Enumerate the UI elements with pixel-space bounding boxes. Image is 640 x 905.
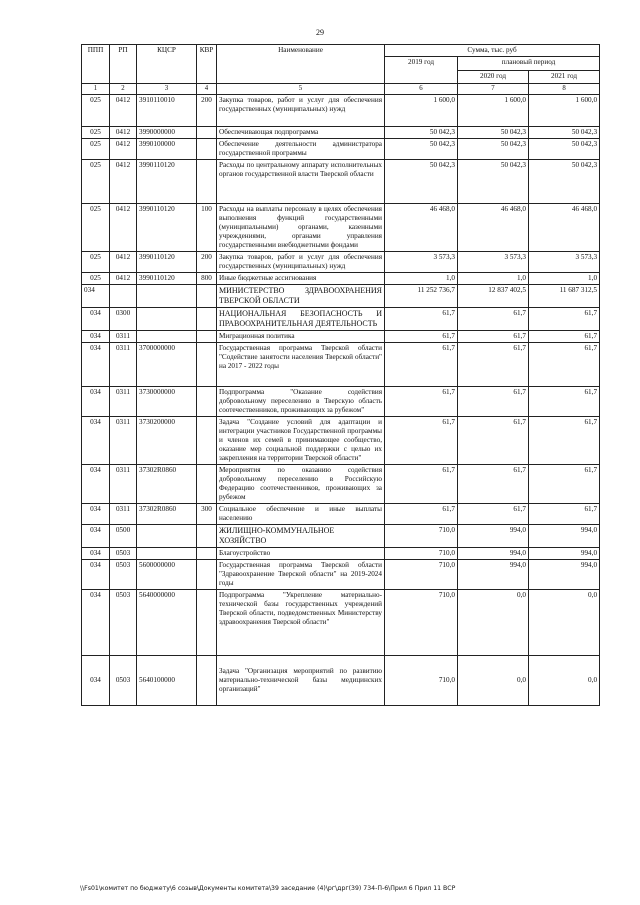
cell-kcsr: 5640100000 [137, 656, 197, 706]
cell-2021: 994,0 [529, 548, 600, 560]
header-name: Наименование [217, 45, 385, 84]
header-kcsr: КЦСР [137, 45, 197, 84]
cell-kcsr: 3730000000 [137, 387, 197, 417]
cell-rp: 0311 [110, 331, 137, 343]
cell-rp: 0311 [110, 465, 137, 504]
cell-rp: 0503 [110, 656, 137, 706]
header-2021: 2021 год [529, 70, 600, 84]
table-row [82, 590, 600, 656]
cell-kcsr: 3730200000 [137, 417, 197, 465]
cell-name: МИНИСТЕРСТВО ЗДРАВООХРАНЕНИЯ ТВЕРСКОЙ ОБЛАСТИ [217, 285, 385, 308]
cell-ppp: 025 [82, 273, 110, 285]
header-ppp: ППП [82, 45, 110, 84]
cell-2020: 12 837 402,5 [458, 285, 529, 308]
cell-2020: 50 042,3 [458, 139, 529, 160]
cell-kvr [197, 656, 217, 706]
cell-2020: 50 042,3 [458, 127, 529, 139]
cell-2019: 61,7 [385, 417, 458, 465]
cell-2021: 50 042,3 [529, 139, 600, 160]
cell-ppp: 034 [82, 656, 110, 706]
column-number: 4 [197, 84, 217, 95]
cell-2019: 710,0 [385, 548, 458, 560]
cell-kcsr: 37302R0860 [137, 504, 197, 525]
table-row [82, 95, 600, 127]
cell-kcsr: 5600000000 [137, 560, 197, 590]
table-row [82, 417, 600, 465]
cell-kvr [197, 331, 217, 343]
header-2019: 2019 год [385, 57, 458, 84]
cell-kvr [197, 548, 217, 560]
cell-2020: 61,7 [458, 465, 529, 504]
cell-kvr [197, 343, 217, 387]
cell-2019: 1,0 [385, 273, 458, 285]
cell-2021: 50 042,3 [529, 160, 600, 204]
cell-ppp: 034 [82, 331, 110, 343]
cell-name: Закупка товаров, работ и услуг для обеспечения государственных (муниципальных) нужд [217, 252, 385, 273]
cell-name: Задача "Организация мероприятий по развитию материально-технической базы медицинских организаций" [217, 656, 385, 706]
cell-kvr: 100 [197, 204, 217, 252]
cell-rp: 0412 [110, 204, 137, 252]
cell-2021: 0,0 [529, 590, 600, 656]
cell-kcsr: 3990110120 [137, 252, 197, 273]
cell-kcsr [137, 285, 197, 308]
table-row [82, 204, 600, 252]
cell-kcsr: 5640000000 [137, 590, 197, 656]
cell-kcsr [137, 525, 197, 548]
table-row [82, 285, 600, 308]
cell-kcsr: 3990110120 [137, 273, 197, 285]
cell-ppp: 025 [82, 95, 110, 127]
column-number: 2 [110, 84, 137, 95]
cell-ppp: 025 [82, 252, 110, 273]
cell-rp: 0311 [110, 417, 137, 465]
cell-2020: 61,7 [458, 343, 529, 387]
cell-name: Государственная программа Тверской области "Здравоохранение Тверской области" на 2019-2024 годы [217, 560, 385, 590]
cell-ppp: 025 [82, 127, 110, 139]
cell-2019: 50 042,3 [385, 160, 458, 204]
cell-rp: 0503 [110, 560, 137, 590]
cell-2021: 1,0 [529, 273, 600, 285]
table-row [82, 504, 600, 525]
column-number-row [82, 84, 600, 95]
table-row [82, 308, 600, 331]
header-2020: 2020 год [458, 70, 529, 84]
cell-2019: 61,7 [385, 504, 458, 525]
table-row [82, 252, 600, 273]
cell-name: Подпрограмма "Укрепление материально-технической базы государственных учреждений Тверской области, подведомственных Министерству здравоохранения Тверской области" [217, 590, 385, 656]
cell-2021: 61,7 [529, 387, 600, 417]
cell-2019: 710,0 [385, 656, 458, 706]
table-row [82, 560, 600, 590]
table-row [82, 525, 600, 548]
cell-2020: 3 573,3 [458, 252, 529, 273]
cell-name: Подпрограмма "Оказание содействия добровольному переселению в Тверскую область соотечественников, проживающих за рубежом" [217, 387, 385, 417]
cell-rp: 0503 [110, 590, 137, 656]
cell-name: Закупка товаров, работ и услуг для обеспечения государственных (муниципальных) нужд [217, 95, 385, 127]
cell-kcsr: 37302R0860 [137, 465, 197, 504]
cell-kvr [197, 160, 217, 204]
cell-kvr: 300 [197, 504, 217, 525]
cell-kvr [197, 308, 217, 331]
cell-2019: 710,0 [385, 525, 458, 548]
cell-name: Расходы на выплаты персоналу в целях обеспечения выполнения функций государственными (муниципальными) органами, казенными учреждениями, органами управления государственными внебюджетными фондами [217, 204, 385, 252]
cell-name: Благоустройство [217, 548, 385, 560]
cell-kcsr: 3990100000 [137, 139, 197, 160]
cell-ppp: 034 [82, 590, 110, 656]
cell-kcsr [137, 308, 197, 331]
cell-rp: 0500 [110, 525, 137, 548]
cell-name: ЖИЛИЩНО-КОММУНАЛЬНОЕ ХОЗЯЙСТВО [217, 525, 385, 548]
cell-kcsr: 3990110120 [137, 204, 197, 252]
cell-kcsr: 3700000000 [137, 343, 197, 387]
cell-rp: 0300 [110, 308, 137, 331]
table-row [82, 465, 600, 504]
cell-2021: 46 468,0 [529, 204, 600, 252]
header-kvr: КВР [197, 45, 217, 84]
cell-2021: 11 687 312,5 [529, 285, 600, 308]
table-row [82, 273, 600, 285]
cell-2021: 994,0 [529, 560, 600, 590]
cell-ppp: 034 [82, 387, 110, 417]
cell-rp: 0412 [110, 127, 137, 139]
cell-2020: 1 600,0 [458, 95, 529, 127]
cell-kvr [197, 139, 217, 160]
cell-2021: 61,7 [529, 465, 600, 504]
table-row [82, 656, 600, 706]
cell-name: Расходы по центральному аппарату исполнительных органов государственной власти Тверской области [217, 160, 385, 204]
header-plan-period: плановый период [458, 57, 600, 71]
cell-2021: 0,0 [529, 656, 600, 706]
cell-ppp: 034 [82, 285, 110, 308]
cell-rp [110, 285, 137, 308]
cell-ppp: 025 [82, 139, 110, 160]
cell-ppp: 034 [82, 525, 110, 548]
cell-name: Мероприятия по оказанию содействия добровольному переселению в Российскую Федерацию соотечественников, проживающих за рубежом [217, 465, 385, 504]
cell-kvr [197, 590, 217, 656]
cell-kcsr: 3990000000 [137, 127, 197, 139]
cell-2020: 994,0 [458, 548, 529, 560]
cell-kvr: 200 [197, 252, 217, 273]
cell-2020: 994,0 [458, 525, 529, 548]
cell-kcsr [137, 331, 197, 343]
cell-2019: 3 573,3 [385, 252, 458, 273]
cell-2020: 0,0 [458, 590, 529, 656]
budget-table [81, 44, 600, 706]
header-sum: Сумма, тыс. руб [385, 45, 600, 57]
cell-ppp: 025 [82, 160, 110, 204]
cell-2020: 46 468,0 [458, 204, 529, 252]
cell-kvr [197, 127, 217, 139]
cell-2021: 994,0 [529, 525, 600, 548]
cell-ppp: 034 [82, 343, 110, 387]
column-number: 8 [529, 84, 600, 95]
cell-kcsr: 3990110120 [137, 160, 197, 204]
cell-2019: 11 252 736,7 [385, 285, 458, 308]
cell-name: Социальное обеспечение и иные выплаты населению [217, 504, 385, 525]
cell-2020: 61,7 [458, 504, 529, 525]
cell-ppp: 034 [82, 308, 110, 331]
cell-2019: 61,7 [385, 308, 458, 331]
cell-2019: 61,7 [385, 387, 458, 417]
cell-name: Обеспечивающая подпрограмма [217, 127, 385, 139]
cell-2020: 50 042,3 [458, 160, 529, 204]
header-rp: РП [110, 45, 137, 84]
cell-2020: 61,7 [458, 331, 529, 343]
cell-rp: 0503 [110, 548, 137, 560]
column-number: 3 [137, 84, 197, 95]
cell-ppp: 034 [82, 417, 110, 465]
cell-2020: 1,0 [458, 273, 529, 285]
cell-2020: 994,0 [458, 560, 529, 590]
cell-2019: 50 042,3 [385, 139, 458, 160]
cell-2021: 61,7 [529, 343, 600, 387]
cell-2021: 50 042,3 [529, 127, 600, 139]
cell-name: Миграционная политика [217, 331, 385, 343]
table-row [82, 139, 600, 160]
cell-name: Государственная программа Тверской области "Содействие занятости населения Тверской области" на 2017 - 2022 годы [217, 343, 385, 387]
cell-rp: 0412 [110, 139, 137, 160]
cell-rp: 0311 [110, 387, 137, 417]
table-row [82, 548, 600, 560]
cell-ppp: 034 [82, 560, 110, 590]
cell-kvr: 200 [197, 95, 217, 127]
cell-kvr [197, 285, 217, 308]
cell-kvr [197, 560, 217, 590]
cell-name: НАЦИОНАЛЬНАЯ БЕЗОПАСНОСТЬ И ПРАВООХРАНИТЕЛЬНАЯ ДЕЯТЕЛЬНОСТЬ [217, 308, 385, 331]
table-row [82, 343, 600, 387]
column-number: 5 [217, 84, 385, 95]
cell-2020: 61,7 [458, 308, 529, 331]
cell-kcsr [137, 548, 197, 560]
cell-2021: 61,7 [529, 504, 600, 525]
cell-2019: 50 042,3 [385, 127, 458, 139]
cell-name: Иные бюджетные ассигнования [217, 273, 385, 285]
cell-kvr [197, 387, 217, 417]
cell-2020: 0,0 [458, 656, 529, 706]
table-row [82, 160, 600, 204]
cell-rp: 0412 [110, 252, 137, 273]
cell-2021: 3 573,3 [529, 252, 600, 273]
cell-ppp: 034 [82, 548, 110, 560]
cell-2019: 61,7 [385, 331, 458, 343]
column-number: 7 [458, 84, 529, 95]
cell-2019: 61,7 [385, 465, 458, 504]
cell-kvr [197, 525, 217, 548]
column-number: 6 [385, 84, 458, 95]
footer-file-path: \\Fs01\комитет по бюджету\6 созыв\Документы комитета\39 заседание (4)\рг\дрг(39) 734-П-6\Прил 6 Прил 11 ВСР [80, 885, 456, 892]
cell-2021: 61,7 [529, 308, 600, 331]
cell-2021: 61,7 [529, 331, 600, 343]
cell-2019: 1 600,0 [385, 95, 458, 127]
cell-rp: 0412 [110, 160, 137, 204]
cell-rp: 0412 [110, 273, 137, 285]
table-row [82, 331, 600, 343]
cell-ppp: 034 [82, 465, 110, 504]
cell-2019: 710,0 [385, 560, 458, 590]
cell-kvr [197, 465, 217, 504]
cell-2019: 61,7 [385, 343, 458, 387]
table-row [82, 127, 600, 139]
cell-rp: 0311 [110, 343, 137, 387]
page-number: 29 [316, 28, 324, 37]
cell-2021: 1 600,0 [529, 95, 600, 127]
cell-2020: 61,7 [458, 387, 529, 417]
cell-2020: 61,7 [458, 417, 529, 465]
cell-2019: 46 468,0 [385, 204, 458, 252]
cell-name: Обеспечение деятельности администратора государственной программы [217, 139, 385, 160]
cell-ppp: 034 [82, 504, 110, 525]
cell-2019: 710,0 [385, 590, 458, 656]
cell-kvr [197, 417, 217, 465]
cell-rp: 0311 [110, 504, 137, 525]
cell-2021: 61,7 [529, 417, 600, 465]
table-row [82, 387, 600, 417]
column-number: 1 [82, 84, 110, 95]
cell-rp: 0412 [110, 95, 137, 127]
cell-kvr: 800 [197, 273, 217, 285]
cell-name: Задача "Создание условий для адаптации и интеграции участников Государственной программы и членов их семей в принимающее сообщество, оказание мер социальной поддержки с целью их закрепления на территории Тверской области" [217, 417, 385, 465]
cell-kcsr: 3910110010 [137, 95, 197, 127]
cell-ppp: 025 [82, 204, 110, 252]
